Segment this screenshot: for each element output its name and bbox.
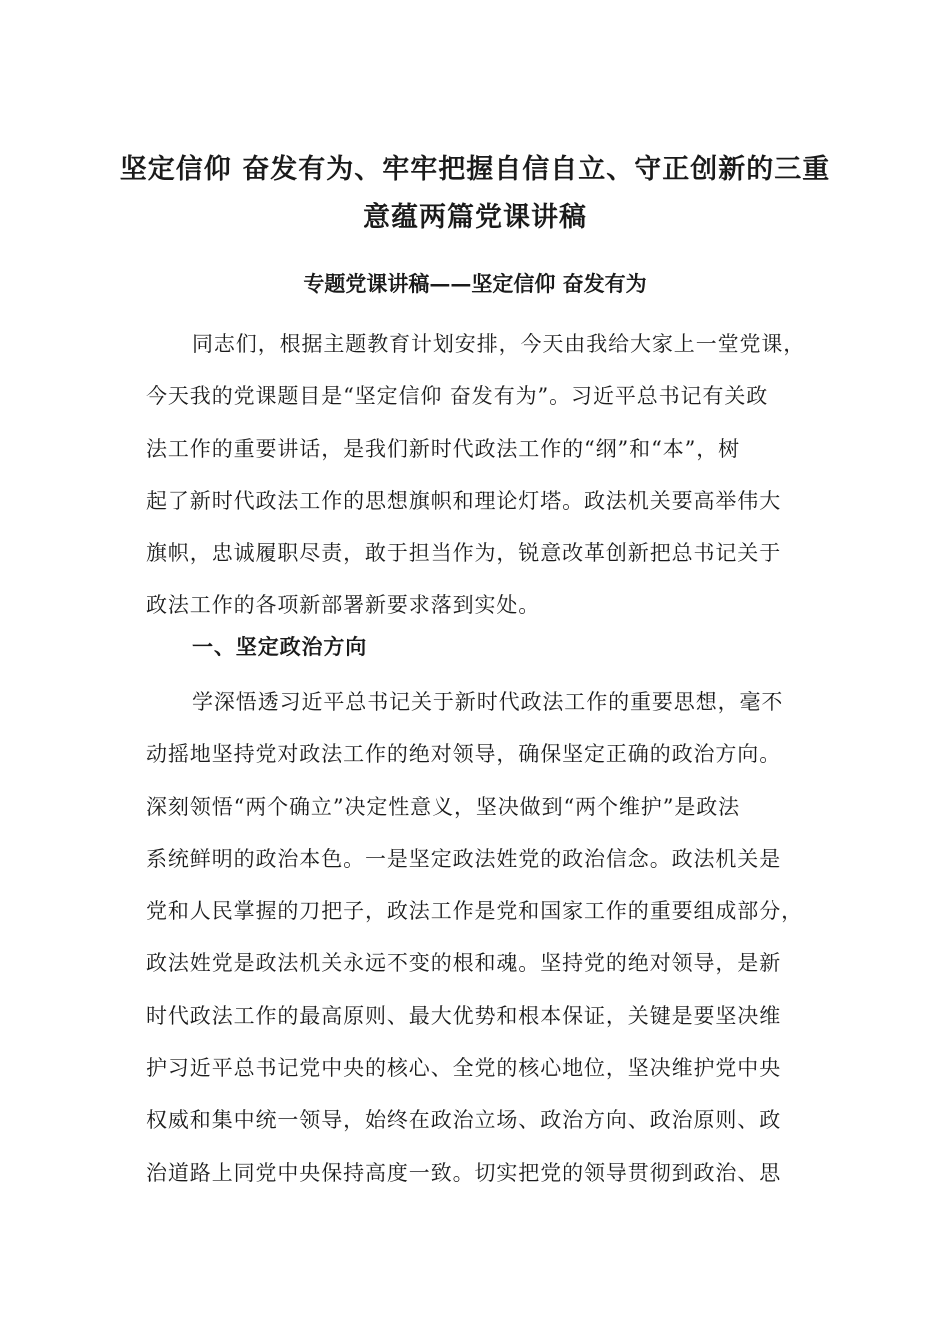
paragraph-line: 同志们，根据主题教育计划安排，今天由我给大家上一堂党课， [192,332,806,356]
paragraph-line: 动摇地坚持党对政法工作的绝对领导，确保坚定正确的政治方向。 [146,742,782,767]
paragraph-line: 政法姓党是政法机关永远不变的根和魂。坚持党的绝对领导，是新 [146,951,782,976]
paragraph-line: 政法工作的各项新部署新要求落到实处。 [146,593,541,618]
paragraph-line: 治道路上同党中央保持高度一致。切实把党的领导贯彻到政治、思 [146,1160,782,1185]
paragraph-line: 法工作的重要讲话，是我们新时代政法工作的“纲”和“本”，树 [146,436,741,461]
paragraph-intro [146,318,806,632]
paragraph-line: 旗帜，忠诚履职尽责，敢于担当作为，锐意改革创新把总书记关于 [146,541,782,566]
paragraph-line: 系统鲜明的政治本色。一是坚定政法姓党的政治信念。政法机关是 [146,846,782,871]
paragraph-line: 今天我的党课题目是“坚定信仰 奋发有为”。习近平总书记有关政 [146,384,769,409]
paragraph-line: 权威和集中统一领导，始终在政治立场、政治方向、政治原则、政 [146,1108,782,1133]
paragraph-line: 党和人民掌握的刀把子，政法工作是党和国家工作的重要组成部分， [146,899,803,924]
title-line: 坚定信仰 奋发有为、牢牢把握自信自立、守正创新的三重 [119,154,831,185]
paragraph-line: 学深悟透习近平总书记关于新时代政法工作的重要思想，毫不 [192,690,784,714]
title-line: 意蕴两篇党课讲稿 [363,202,587,233]
paragraph-line: 深刻领悟“两个确立”决定性意义，坚决做到“两个维护”是政法 [146,794,741,819]
document-subtitle: 专题党课讲稿——坚定信仰 奋发有为 [303,271,647,296]
section-heading-text: 一、坚定政治方向 [192,634,368,659]
paragraph-line: 时代政法工作的最高原则、最大优势和根本保证，关键是要坚决维 [146,1003,782,1028]
paragraph-line: 起了新时代政法工作的思想旗帜和理论灯塔。政法机关要高举伟大 [146,488,782,513]
paragraph-line: 护习近平总书记党中央的核心、全党的核心地位，坚决维护党中央 [146,1056,782,1081]
document-title [110,146,840,242]
section-heading [146,621,806,673]
paragraph-political-direction [146,676,806,1199]
